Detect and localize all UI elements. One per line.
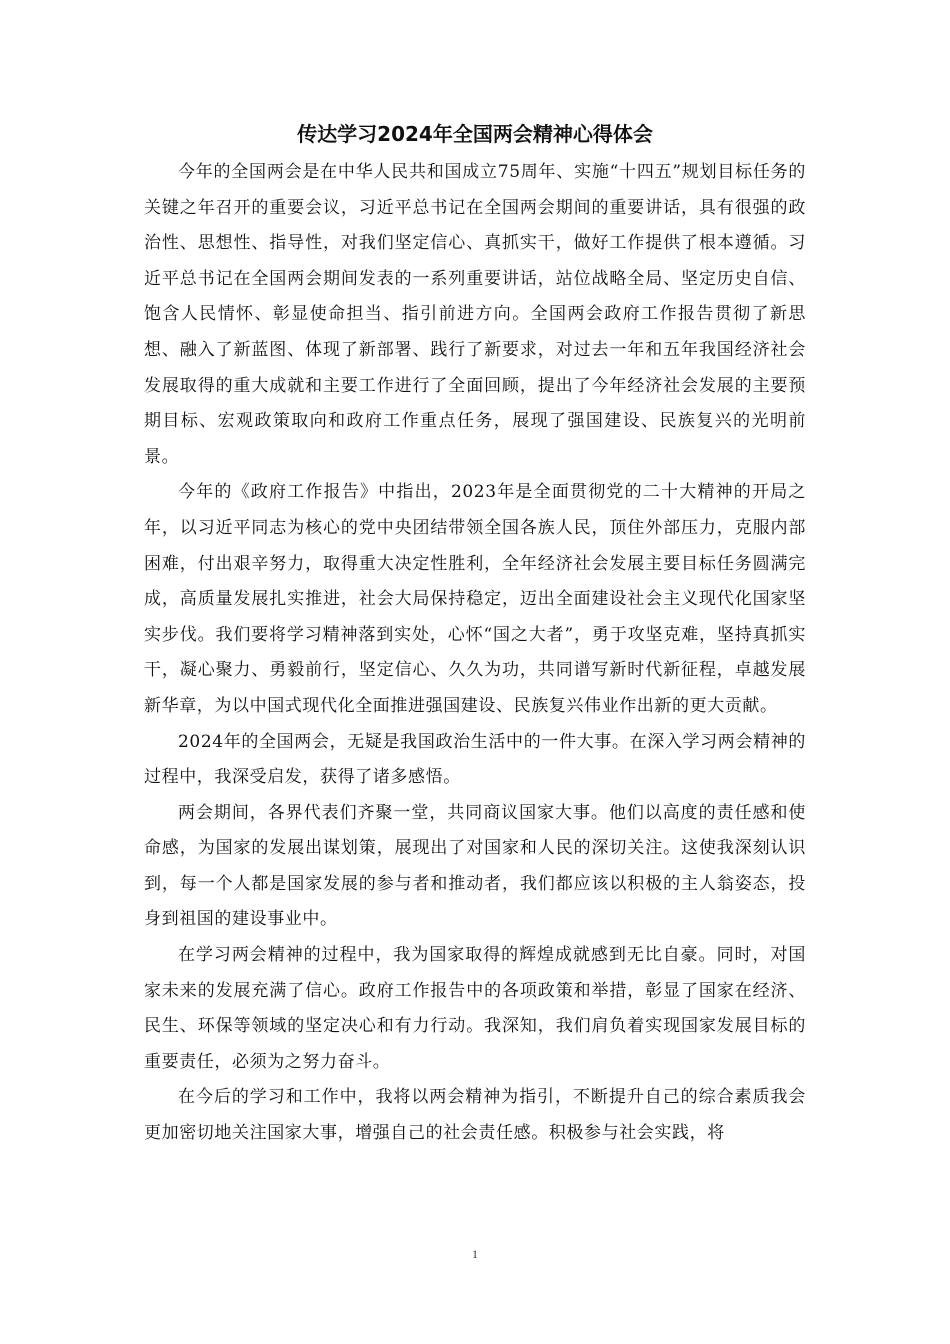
paragraph: 2024年的全国两会，无疑是我国政治生活中的一件大事。在深入学习两会精神的过程中，我深受启发，获得了诸多感悟。 — [144, 731, 806, 788]
document-body — [144, 155, 806, 1152]
paragraph: 两会期间，各界代表们齐聚一堂，共同商议国家大事。他们以高度的责任感和使命感，为国家的发展出谋划策，展现出了对国家和人民的深切关注。这使我深刻认识到，每一个人都是国家发展的参与者和推动者，我们都应该以积极的主人翁姿态，投身到祖国的建设事业中。 — [144, 802, 806, 930]
paragraph: 在学习两会精神的过程中，我为国家取得的辉煌成就感到无比自豪。同时，对国家未来的发展充满了信心。政府工作报告中的各项政策和举措，彰显了国家在经济、民生、环保等领域的坚定决心和有力行动。我深知，我们肩负着实现国家发展目标的重要责任，必须为之努力奋斗。 — [144, 945, 806, 1072]
paragraph: 今年的《政府工作报告》中指出，2023年是全面贯彻党的二十大精神的开局之年，以习近平同志为核心的党中央团结带领全国各族人民，顶住外部压力，克服内部困难，付出艰辛努力，取得重大决定性胜利，全年经济社会发展主要目标任务圆满完成，高质量发展扎实推进，社会大局保持稳定，迈出全面建设社会主义现代化国家坚实步伐。我们要将学习精神落到实处，心怀“国之大者”，勇于攻坚克难，坚持真抓实干，凝心聚力、勇毅前行，坚定信心、久久为功，共同谱写新时代新征程，卓越发展新华章，为以中国式现代化全面推进强国建设、民族复兴伟业作出新的更大贡献。 — [144, 482, 806, 716]
page-number: 1 — [472, 1247, 478, 1261]
document-title: 传达学习2024年全国两会精神心得体会 — [297, 122, 653, 146]
paragraph: 今年的全国两会是在中华人民共和国成立75周年、实施“十四五”规划目标任务的关键之年召开的重要会议，习近平总书记在全国两会期间的重要讲话，具有很强的政治性、思想性、指导性，对我们坚定信心、真抓实干，做好工作提供了根本遵循。习近平总书记在全国两会期间发表的一系列重要讲话，站位战略全局、坚定历史自信、饱含人民情怀、彰显使命担当、指引前进方向。全国两会政府工作报告贯彻了新思想、融入了新蓝图、体现了新部署、践行了新要求，对过去一年和五年我国经济社会发展取得的重大成就和主要工作进行了全面回顾，提出了今年经济社会发展的主要预期目标、宏观政策取向和政府工作重点任务，展现了强国建设、民族复兴的光明前景。 — [144, 162, 806, 467]
paragraph: 在今后的学习和工作中，我将以两会精神为指引，不断提升自己的综合素质我会更加密切地关注国家大事，增强自己的社会责任感。积极参与社会实践，将 — [144, 1087, 806, 1144]
